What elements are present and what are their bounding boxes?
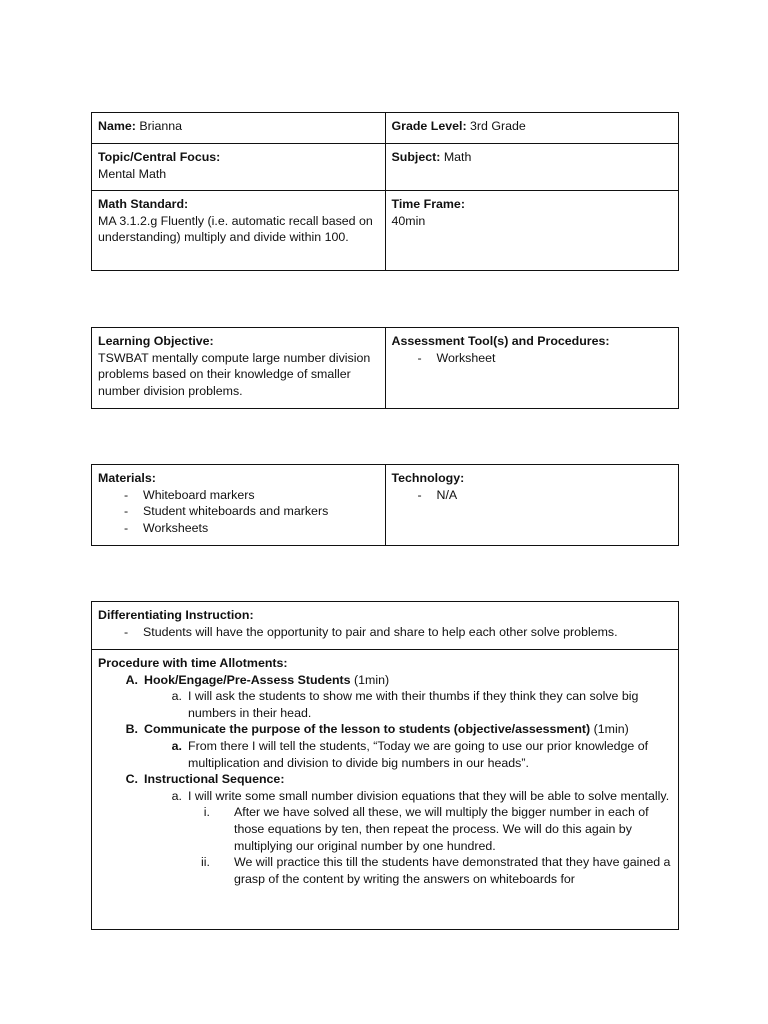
technology-list bbox=[392, 487, 673, 504]
objective-cell bbox=[92, 328, 386, 409]
section-marker: B. bbox=[125, 722, 138, 737]
topic-label: Topic/Central Focus: bbox=[98, 150, 221, 164]
topic-cell bbox=[92, 144, 386, 191]
list-item: - N/A bbox=[412, 487, 673, 504]
differentiating-cell bbox=[92, 602, 679, 650]
standard-cell bbox=[92, 191, 386, 271]
info-table bbox=[91, 112, 679, 271]
standard-label: Math Standard: bbox=[98, 197, 189, 211]
materials-table bbox=[91, 464, 679, 546]
time-frame-label: Time Frame: bbox=[391, 197, 465, 211]
objective-label: Learning Objective: bbox=[98, 334, 214, 348]
item-marker: a. bbox=[171, 788, 182, 803]
list-item: - Whiteboard markers bbox=[118, 487, 379, 504]
materials-list bbox=[98, 487, 379, 537]
technology-cell bbox=[385, 465, 679, 546]
section-time: (1min) bbox=[590, 722, 629, 737]
subitem-marker: ii. bbox=[201, 855, 210, 870]
materials-label: Materials: bbox=[98, 471, 156, 485]
section-c-subitems bbox=[98, 804, 672, 887]
item-text: I will ask the students to show me with their thumbs if they think they can solve big numbers in their head. bbox=[188, 689, 639, 720]
procedure-section-c bbox=[98, 771, 672, 788]
topic-value: Mental Math bbox=[98, 166, 167, 181]
list-item bbox=[98, 738, 672, 771]
name-label: Name: bbox=[98, 119, 136, 133]
standard-value: MA 3.1.2.g Fluently (i.e. automatic recall based on understanding) multiply and divide within 100. bbox=[98, 213, 373, 245]
list-item bbox=[98, 854, 672, 887]
differentiating-list bbox=[98, 624, 672, 641]
item-text: From there I will tell the students, “Today we are going to use our prior knowledge of multiplication and division to divide big numbers in our heads”. bbox=[188, 738, 649, 770]
item-text: I will write some small number division equations that they will be able to solve mentally. bbox=[188, 788, 670, 803]
list-item bbox=[98, 688, 672, 721]
list-item: - Students will have the opportunity to pair and share to help each other solve problems. bbox=[118, 624, 672, 641]
grade-cell bbox=[385, 113, 679, 144]
section-a-items bbox=[98, 688, 672, 721]
procedure-sections bbox=[98, 672, 672, 689]
assessment-cell bbox=[385, 328, 679, 409]
procedure-sections-b bbox=[98, 721, 672, 738]
materials-cell bbox=[92, 465, 386, 546]
procedure-label: Procedure with time Allotments: bbox=[98, 656, 288, 670]
section-title: Instructional Sequence: bbox=[144, 772, 285, 787]
subject-value: Math bbox=[440, 150, 472, 164]
section-c-items bbox=[98, 788, 672, 805]
section-title: Hook/Engage/Pre-Assess Students bbox=[144, 672, 351, 687]
grade-value: 3rd Grade bbox=[466, 119, 526, 133]
list-item: - Worksheet bbox=[412, 350, 673, 367]
item-marker: a. bbox=[171, 738, 182, 753]
technology-label: Technology: bbox=[391, 471, 465, 485]
time-frame-cell bbox=[385, 191, 679, 271]
assessment-label: Assessment Tool(s) and Procedures: bbox=[391, 334, 610, 348]
subject-label: Subject: bbox=[391, 150, 441, 164]
subitem-text: After we have solved all these, we will multiply the bigger number in each of those equations by ten, then repeat the process. We will do this again by multiplying our original number by one hundred. bbox=[234, 805, 649, 853]
procedure-table bbox=[91, 601, 679, 930]
objective-value: TSWBAT mentally compute large number division problems based on their knowledge of smaller number division problems. bbox=[98, 350, 371, 398]
procedure-sections-c bbox=[98, 771, 672, 788]
grade-label: Grade Level: bbox=[391, 119, 467, 133]
name-cell bbox=[92, 113, 386, 144]
list-item: - Worksheets bbox=[118, 520, 379, 537]
procedure-content bbox=[98, 655, 672, 923]
differentiating-label: Differentiating Instruction: bbox=[98, 608, 254, 622]
list-item bbox=[98, 804, 672, 854]
section-marker: C. bbox=[125, 772, 138, 787]
list-item bbox=[98, 788, 672, 805]
objective-table bbox=[91, 327, 679, 409]
assessment-list bbox=[392, 350, 673, 367]
subject-cell bbox=[385, 144, 679, 191]
procedure-section-b bbox=[98, 721, 672, 738]
name-value: Brianna bbox=[135, 119, 183, 133]
subitem-text: We will practice this till the students have demonstrated that they have gained a grasp of the content by writing the answers on whiteboards for bbox=[234, 855, 671, 886]
section-title: Communicate the purpose of the lesson to students (objective/assessment) bbox=[144, 722, 591, 737]
item-marker: a. bbox=[171, 689, 182, 704]
time-frame-value: 40min bbox=[391, 213, 426, 228]
list-item: - Student whiteboards and markers bbox=[118, 503, 379, 520]
procedure-section-a bbox=[98, 672, 672, 689]
procedure-cell bbox=[92, 650, 679, 930]
section-marker: A. bbox=[125, 672, 138, 687]
section-time: (1min) bbox=[350, 672, 390, 687]
section-b-items bbox=[98, 738, 672, 771]
subitem-marker: i. bbox=[203, 805, 210, 820]
